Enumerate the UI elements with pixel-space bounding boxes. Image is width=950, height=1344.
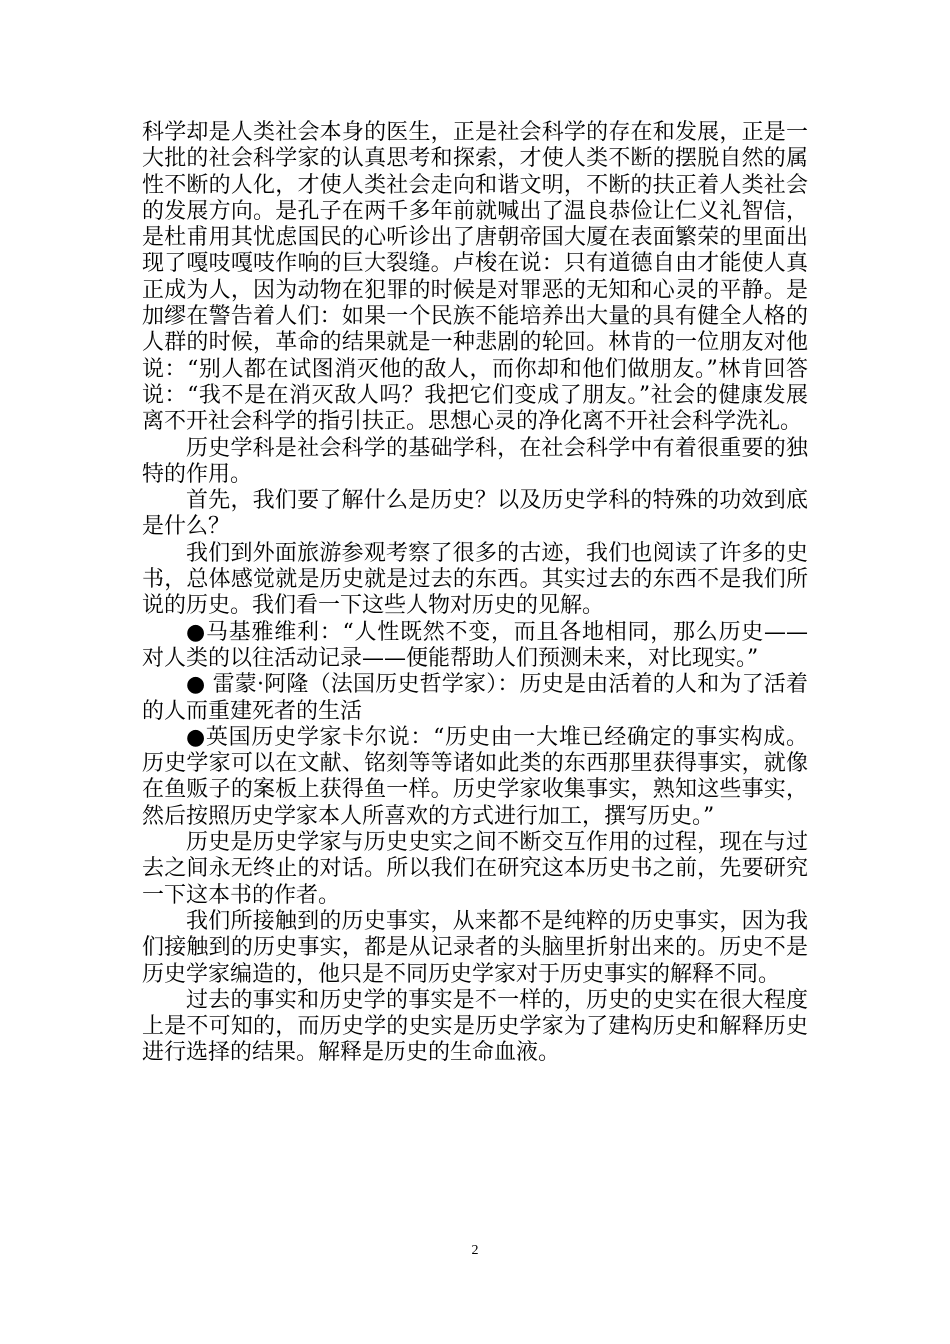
paragraph-past-vs-historical-facts: 过去的事实和历史学的事实是不一样的，历史的史实在很大程度上是不可知的，而历史学的史实是历史学家为了建构历史和解释历史进行选择的结果。解释是历史的生命血液。 bbox=[142, 987, 808, 1066]
page-number: 2 bbox=[471, 1243, 479, 1258]
quote-machiavelli: ●马基雅维利：“人性既然不变，而且各地相同，那么历史——对人类的以往活动记录——便能帮助人们预测未来，对比现实。” bbox=[142, 619, 808, 671]
paragraph-social-science: 科学却是人类社会本身的医生，正是社会科学的存在和发展，正是一大批的社会科学家的认真思考和探索，才使人类不断的摆脱自然的属性不断的人化，才使人类社会走向和谐文明，不断的扶正着人类社会的发展方向。是孔子在两千多年前就喊出了温良恭俭让仁义礼智信，是杜甫用其忧虑国民的心听诊出了唐朝帝国大厦在表面繁荣的里面出现了嘎吱嘎吱作响的巨大裂缝。卢梭在说：只有道德自由才能使人真正成为人，因为动物在犯罪的时候是对罪恶的无知和心灵的平静。是加缪在警告着人们：如果一个民族不能培养出大量的具有健全人格的人群的时候，革命的结果就是一种悲剧的轮回。林肯的一位朋友对他说：“别人都在试图消灭他的敌人，而你却和他们做朋友。”林肯回答说：“我不是在消灭敌人吗？我把它们变成了朋友。”社会的健康发展离不开社会科学的指引扶正。思想心灵的净化离不开社会科学洗礼。 bbox=[142, 120, 808, 435]
paragraph-travel-and-books: 我们到外面旅游参观考察了很多的古迹，我们也阅读了许多的史书，总体感觉就是历史就是过去的东西。其实过去的东西不是我们所说的历史。我们看一下这些人物对历史的见解。 bbox=[142, 540, 808, 619]
paragraph-what-is-history: 首先，我们要了解什么是历史？以及历史学科的特殊的功效到底是什么？ bbox=[142, 488, 808, 540]
paragraph-refracted-facts: 我们所接触到的历史事实，从来都不是纯粹的历史事实，因为我们接触到的历史事实，都是从记录者的头脑里折射出来的。历史不是历史学家编造的，他只是不同历史学家对于历史事实的解释不同。 bbox=[142, 908, 808, 987]
quote-raymond-aron: ● 雷蒙·阿隆（法国历史哲学家）：历史是由活着的人和为了活着的人而重建死者的生活 bbox=[142, 672, 808, 724]
paragraph-history-dialogue: 历史是历史学家与历史史实之间不断交互作用的过程，现在与过去之间永无终止的对话。所以我们在研究这本历史书之前，先要研究一下这本书的作者。 bbox=[142, 830, 808, 908]
paragraph-history-discipline: 历史学科是社会科学的基础学科，在社会科学中有着很重要的独特的作用。 bbox=[142, 435, 808, 487]
quote-carr: ●英国历史学家卡尔说：“历史由一大堆已经确定的事实构成。历史学家可以在文献、铭刻等等诸如此类的东西那里获得事实，就像在鱼贩子的案板上获得鱼一样。历史学家收集事实，熟知这些事实，然后按照历史学家本人所喜欢的方式进行加工，撰写历史。” bbox=[142, 724, 808, 829]
document-body bbox=[142, 120, 808, 1067]
